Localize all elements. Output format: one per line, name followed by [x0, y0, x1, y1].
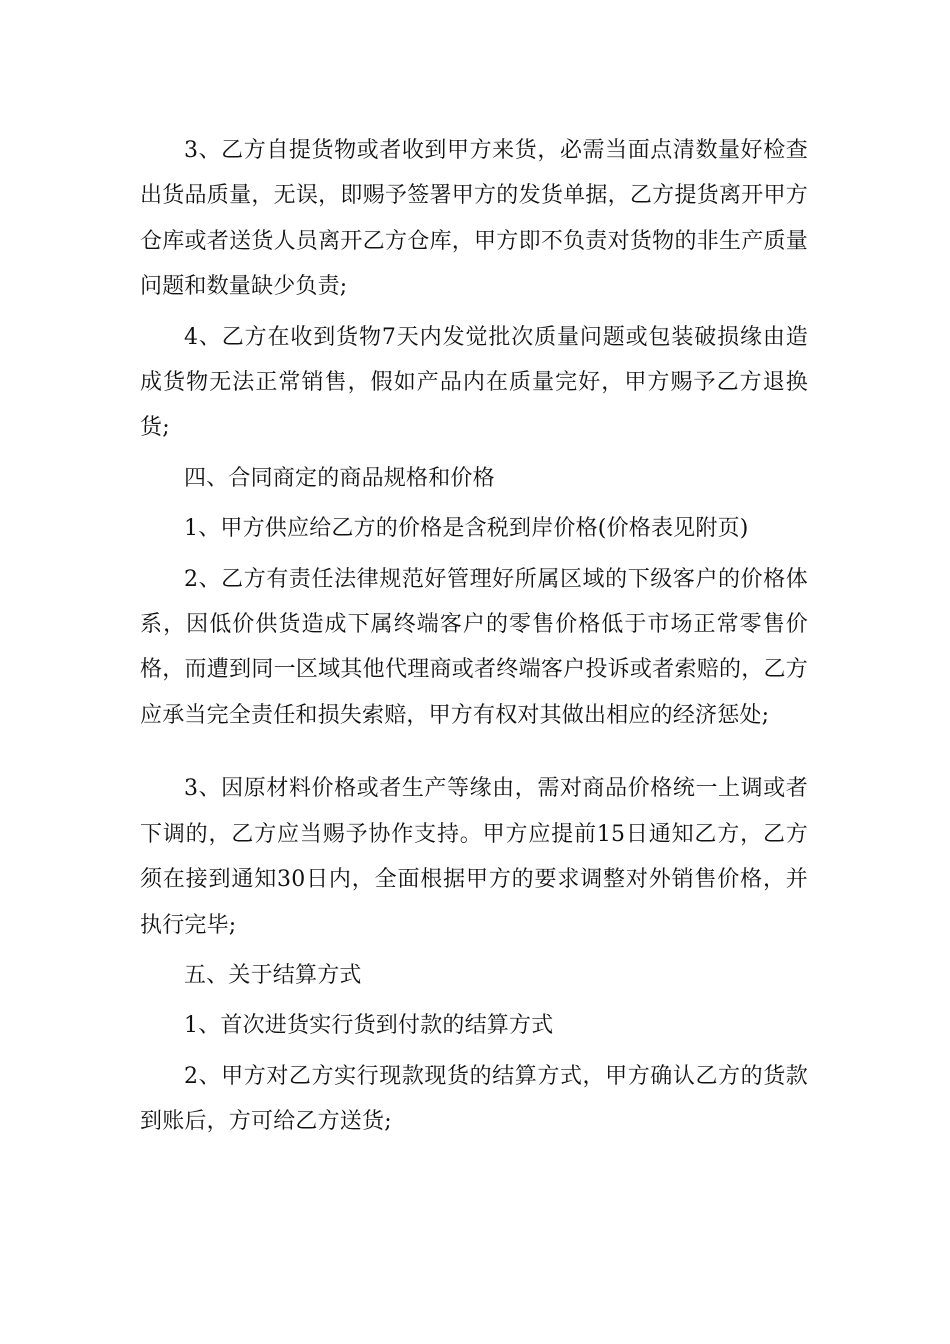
paragraph-clause-4-return-exchange: 4、乙方在收到货物7天内发觉批次质量问题或包装破损缘由造成货物无法正常销售，假如产品内在质量完好，甲方赐予乙方退换货;	[140, 324, 808, 441]
paragraph-clause-3-delivery-check: 3、乙方自提货物或者收到甲方来货，必需当面点清数量好检查出货品质量，无误，即赐予签署甲方的发货单据，乙方提货离开甲方仓库或者送货人员离开乙方仓库，甲方即不负责对货物的非生产质量问题和数量缺少负责;	[140, 138, 808, 300]
document-body	[140, 128, 808, 1150]
paragraph-price-1: 1、甲方供应给乙方的价格是含税到岸价格(价格表见附页)	[184, 516, 749, 542]
paragraph-price-3: 3、因原材料价格或者生产等缘由，需对商品价格统一上调或者下调的，乙方应当赐予协作支持。甲方应提前15日通知乙方，乙方须在接到通知30日内，全面根据甲方的要求调整对外销售价格，并执行完毕;	[140, 776, 808, 938]
paragraph-price-2: 2、乙方有责任法律规范好管理好所属区域的下级客户的价格体系，因低价供货造成下属终端客户的零售价格低于市场正常零售价格，而遭到同一区域其他代理商或者终端客户投诉或者索赔的，乙方应承当完全责任和损失索赔，甲方有权对其做出相应的经济惩处;	[140, 566, 808, 728]
section-heading-five: 五、关于结算方式	[184, 962, 362, 988]
paragraph-settlement-2: 2、甲方对乙方实行现款现货的结算方式，甲方确认乙方的货款到账后，方可给乙方送货;	[140, 1063, 808, 1135]
paragraph-settlement-1: 1、首次进货实行货到付款的结算方式	[184, 1013, 554, 1039]
section-heading-four: 四、合同商定的商品规格和价格	[184, 465, 495, 491]
